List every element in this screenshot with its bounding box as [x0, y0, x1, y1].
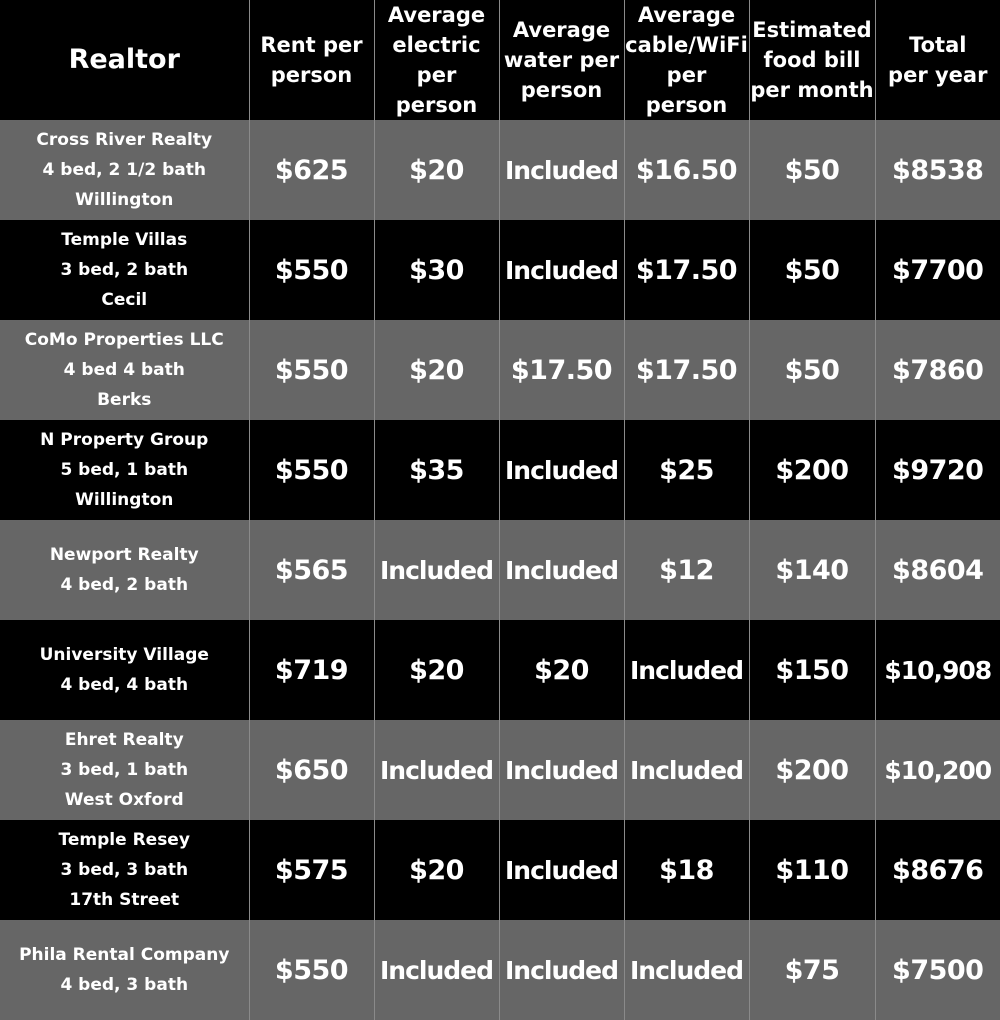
water-cell: Included: [499, 120, 624, 220]
cable-cell: $25: [624, 420, 749, 520]
table-row: [0, 620, 1000, 720]
header-food-line: per month: [750, 75, 875, 105]
electric-cell: $20: [374, 620, 499, 720]
realtor-beds: 3 bed, 2 bath: [0, 255, 249, 285]
realtor-cell: [0, 920, 249, 1020]
water-cell: Included: [499, 720, 624, 820]
electric-cell: $20: [374, 320, 499, 420]
realtor-beds: 3 bed, 1 bath: [0, 755, 249, 785]
water-cell: Included: [499, 220, 624, 320]
header-food-line: Estimated: [750, 15, 875, 45]
rent-cell: $550: [249, 920, 374, 1020]
rent-cell: $650: [249, 720, 374, 820]
header-water-line: water per: [500, 45, 624, 75]
rent-cell: $719: [249, 620, 374, 720]
header-total-line: Total: [876, 30, 1000, 60]
food-cell: $110: [749, 820, 875, 920]
header-row: [0, 0, 1000, 120]
realtor-beds: 4 bed, 3 bath: [0, 970, 249, 1000]
realtor-name: Cross River Realty: [0, 125, 249, 155]
realtor-beds: 4 bed, 4 bath: [0, 670, 249, 700]
realtor-cell: [0, 620, 249, 720]
table-row: [0, 320, 1000, 420]
total-cell: $7860: [875, 320, 1000, 420]
water-cell: $20: [499, 620, 624, 720]
realtor-beds: 3 bed, 3 bath: [0, 855, 249, 885]
water-cell: Included: [499, 420, 624, 520]
water-cell: Included: [499, 820, 624, 920]
water-cell: Included: [499, 520, 624, 620]
food-cell: $50: [749, 320, 875, 420]
realtor-location: Berks: [0, 385, 249, 415]
water-cell: $17.50: [499, 320, 624, 420]
table-row: [0, 120, 1000, 220]
table-row: [0, 420, 1000, 520]
realtor-name: Newport Realty: [0, 540, 249, 570]
total-cell: $7500: [875, 920, 1000, 1020]
food-cell: $50: [749, 220, 875, 320]
table-row: [0, 720, 1000, 820]
header-water: [499, 0, 624, 120]
realtor-location: West Oxford: [0, 785, 249, 815]
cable-cell: $12: [624, 520, 749, 620]
header-food-line: food bill: [750, 45, 875, 75]
realtor-location: 17th Street: [0, 885, 249, 915]
realtor-cell: [0, 120, 249, 220]
realtor-name: Phila Rental Company: [0, 940, 249, 970]
realtor-beds: 4 bed, 2 bath: [0, 570, 249, 600]
header-cable-line: per person: [625, 60, 749, 120]
header-rent-line: Rent per: [250, 30, 374, 60]
table-row: [0, 220, 1000, 320]
electric-cell: $20: [374, 120, 499, 220]
cable-cell: Included: [624, 620, 749, 720]
realtor-name: University Village: [0, 640, 249, 670]
header-electric-line: per person: [375, 60, 499, 120]
realtor-beds: 5 bed, 1 bath: [0, 455, 249, 485]
electric-cell: Included: [374, 920, 499, 1020]
header-cable-line: Average: [625, 0, 749, 30]
total-cell: $9720: [875, 420, 1000, 520]
header-water-line: person: [500, 75, 624, 105]
electric-cell: $30: [374, 220, 499, 320]
rent-cell: $575: [249, 820, 374, 920]
realtor-cell: [0, 520, 249, 620]
header-electric: [374, 0, 499, 120]
cable-cell: $17.50: [624, 220, 749, 320]
realtor-name: CoMo Properties LLC: [0, 325, 249, 355]
realtor-cell: [0, 220, 249, 320]
realtor-name: Ehret Realty: [0, 725, 249, 755]
realtor-cell: [0, 420, 249, 520]
header-total: [875, 0, 1000, 120]
realtor-name: Temple Resey: [0, 825, 249, 855]
header-cable: [624, 0, 749, 120]
electric-cell: $20: [374, 820, 499, 920]
rent-cell: $550: [249, 220, 374, 320]
rent-cell: $550: [249, 420, 374, 520]
header-rent-line: person: [250, 60, 374, 90]
electric-cell: $35: [374, 420, 499, 520]
header-water-line: Average: [500, 15, 624, 45]
food-cell: $200: [749, 720, 875, 820]
total-cell: $10,200: [875, 720, 1000, 820]
table-body: [0, 120, 1000, 1020]
table-row: [0, 920, 1000, 1020]
total-cell: $8676: [875, 820, 1000, 920]
total-cell: $7700: [875, 220, 1000, 320]
realtor-cell: [0, 320, 249, 420]
header-electric-line: electric: [375, 30, 499, 60]
realtor-cell: [0, 820, 249, 920]
cable-cell: $16.50: [624, 120, 749, 220]
total-cell: $10,908: [875, 620, 1000, 720]
food-cell: $150: [749, 620, 875, 720]
electric-cell: Included: [374, 720, 499, 820]
electric-cell: Included: [374, 520, 499, 620]
food-cell: $50: [749, 120, 875, 220]
food-cell: $140: [749, 520, 875, 620]
water-cell: Included: [499, 920, 624, 1020]
rent-cell: $625: [249, 120, 374, 220]
header-cable-line: cable/WiFi: [625, 30, 749, 60]
realtor-location: Cecil: [0, 285, 249, 315]
cable-cell: $18: [624, 820, 749, 920]
header-total-line: per year: [876, 60, 1000, 90]
rent-cell: $565: [249, 520, 374, 620]
rent-cell: $550: [249, 320, 374, 420]
food-cell: $200: [749, 420, 875, 520]
food-cell: $75: [749, 920, 875, 1020]
realtor-location: Willington: [0, 185, 249, 215]
realtor-location: Willington: [0, 485, 249, 515]
total-cell: $8604: [875, 520, 1000, 620]
cable-cell: Included: [624, 720, 749, 820]
realtor-beds: 4 bed, 2 1/2 bath: [0, 155, 249, 185]
cable-cell: $17.50: [624, 320, 749, 420]
total-cell: $8538: [875, 120, 1000, 220]
header-food: [749, 0, 875, 120]
table-row: [0, 820, 1000, 920]
realtor-name: N Property Group: [0, 425, 249, 455]
header-electric-line: Average: [375, 0, 499, 30]
header-realtor: Realtor: [0, 0, 249, 120]
table-row: [0, 520, 1000, 620]
realtor-cell: [0, 720, 249, 820]
header-rent: [249, 0, 374, 120]
realtor-beds: 4 bed 4 bath: [0, 355, 249, 385]
realtor-name: Temple Villas: [0, 225, 249, 255]
cable-cell: Included: [624, 920, 749, 1020]
